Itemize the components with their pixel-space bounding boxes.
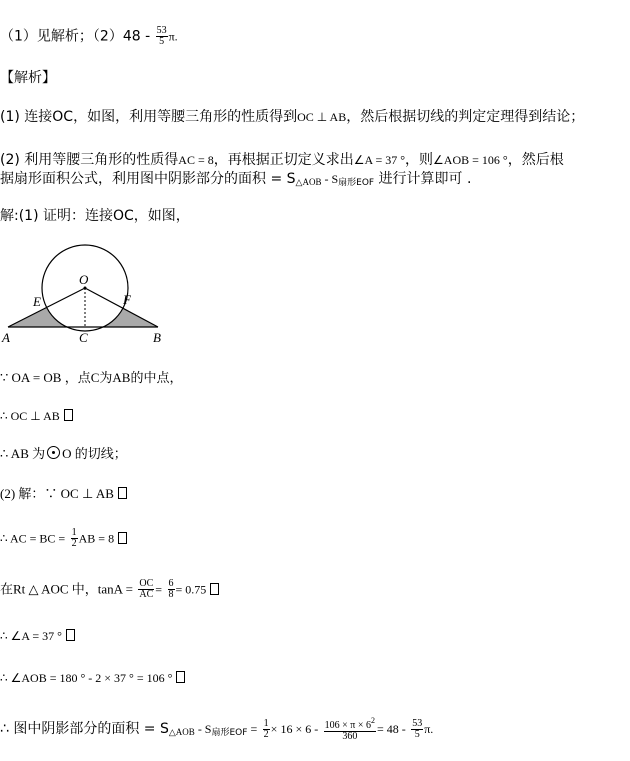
box-placeholder (210, 583, 219, 595)
math-expression: ∠A = 37 ° (353, 153, 406, 167)
math-subscript: 扇形EOF (338, 178, 375, 188)
fraction-denominator: 8 (168, 589, 174, 600)
fraction-denominator: 2 (263, 728, 269, 740)
answer-text: （1）见解析；（2）48 - (0, 28, 151, 45)
numerator-text: 106 × π × 6 (324, 720, 371, 731)
fraction-numerator: 6 (168, 578, 174, 589)
answer-fraction (156, 26, 168, 47)
fraction-numerator (324, 716, 376, 732)
math-expression: OC ⊥ AB (297, 110, 347, 124)
solution-text: = 0.75 (175, 582, 207, 597)
math-subscript: △AOB (295, 177, 322, 187)
solution-step-9 (0, 716, 433, 742)
math-expression: - S (321, 172, 339, 186)
fraction-denominator: 5 (414, 728, 420, 740)
solution-text: ∴ ∠A = 37 ° (0, 629, 62, 643)
solution-step-3 (0, 445, 127, 463)
solution-text: ∴ ∠AOB = 180 ° - 2 × 37 ° = 106 ° (0, 671, 173, 685)
geometry-figure (0, 240, 175, 345)
analysis-text: 据扇形面积公式，利用图中阴影部分的面积 = S (0, 171, 296, 187)
fraction-numerator: 53 (156, 25, 167, 36)
label-b: B (153, 330, 161, 345)
box-placeholder (118, 532, 127, 544)
math-expression: AC = 8 (178, 153, 214, 167)
solution-text: = 48 - (376, 722, 406, 736)
fraction (168, 579, 175, 600)
label-f: F (123, 292, 131, 307)
analysis-text: ，然后根据切线的判定定理得到结论； (346, 109, 585, 125)
solution-text: AB = 8 (78, 531, 115, 546)
fraction (71, 528, 78, 549)
math-expression: ∠AOB = 106 ° (433, 153, 508, 167)
solution-step-5 (0, 528, 127, 549)
box-placeholder (66, 629, 75, 641)
analysis-text: ，则 (405, 152, 434, 168)
analysis-paragraph-1 (0, 108, 584, 126)
solution-text: = (155, 582, 163, 597)
analysis-text: ，然后根 (507, 152, 564, 168)
box-placeholder (176, 671, 185, 683)
solution-text: (2) 解：∵ OC ⊥ AB (0, 486, 114, 501)
solution-text: - S (194, 722, 212, 736)
label-e: E (33, 294, 41, 309)
solution-step-6 (0, 579, 219, 600)
solution-step-2 (0, 407, 73, 425)
circle-dot-icon (47, 446, 60, 459)
pi-symbol: π. (424, 722, 434, 736)
solution-text: = (247, 722, 258, 736)
analysis-text: 进行计算即可 . (374, 171, 472, 187)
label-a: A (2, 330, 10, 345)
analysis-paragraph-3 (0, 170, 471, 192)
fraction (324, 716, 376, 742)
answer-line (0, 26, 178, 47)
math-subscript: △AOB (168, 727, 195, 737)
fraction (263, 719, 270, 740)
label-o: O (79, 272, 89, 287)
solution-step-1 (0, 369, 182, 387)
label-c: C (79, 330, 88, 345)
fraction-numerator: OC (139, 578, 154, 589)
solution-text: ∵ OA = OB ，点C为AB的中点， (0, 370, 183, 385)
solution-text: × 16 × 6 - (270, 722, 319, 736)
solution-intro: 解:(1) 证明：连接OC，如图， (0, 208, 190, 224)
solution-text: ∴ AC = BC = (0, 531, 66, 546)
box-placeholder (118, 487, 127, 499)
fraction-denominator: 360 (342, 731, 358, 742)
solution-text: ∴ OC ⊥ AB (0, 409, 60, 423)
solution-text: ∴ AB 为 (0, 446, 46, 461)
solution-step-8 (0, 669, 185, 687)
fraction-numerator: 1 (263, 717, 269, 729)
analysis-paragraph-2 (0, 151, 564, 169)
solution-text: ∴ 图中阴影部分的面积 = S (0, 721, 169, 737)
solution-text: O 的切线； (62, 446, 127, 461)
analysis-text: (2) 利用等腰三角形的性质得 (0, 152, 179, 168)
fraction (411, 719, 423, 740)
analysis-text: (1) 连接OC，如图，利用等腰三角形的性质得到 (0, 109, 298, 125)
fraction-denominator: 2 (71, 538, 77, 549)
shaded-region (8, 288, 158, 327)
solution-step-7 (0, 627, 75, 645)
fraction-numerator: 1 (71, 527, 77, 538)
solution-text: 在Rt △ AOC 中，tanA = (0, 581, 133, 597)
superscript: 2 (370, 716, 375, 725)
box-placeholder (64, 409, 73, 421)
fraction (138, 579, 154, 600)
fraction-denominator: 5 (159, 36, 165, 47)
analysis-text: ，再根据正切定义求出 (213, 152, 354, 168)
fraction-denominator: AC (139, 589, 154, 600)
math-subscript: 扇形EOF (211, 728, 248, 738)
solution-step-4 (0, 485, 127, 503)
fraction-numerator: 53 (412, 717, 423, 729)
pi-symbol: π. (168, 29, 178, 44)
analysis-header: 【解析】 (0, 70, 56, 86)
